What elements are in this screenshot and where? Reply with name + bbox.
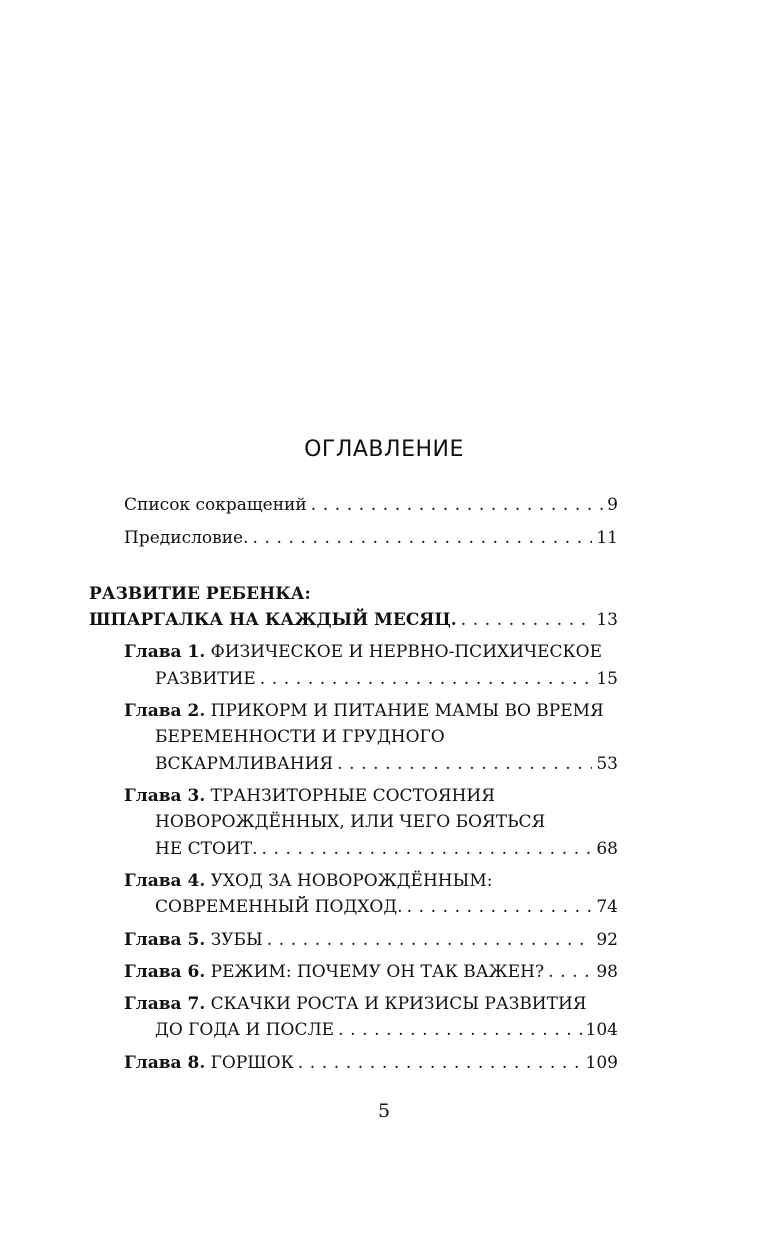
toc-entry-page: 92 [596, 930, 618, 950]
chapter-title-line: ТРАНЗИТОРНЫЕ СОСТОЯНИЯ [210, 786, 495, 806]
chapter-title-line: БЕРЕМЕННОСТИ И ГРУДНОГО [155, 727, 445, 747]
toc-entry-section[interactable] [89, 609, 618, 631]
toc-entry-chapter-2-last[interactable] [155, 753, 618, 775]
page-number: 5 [377, 1100, 391, 1122]
chapter-title-line: ГОРШОК [210, 1053, 294, 1073]
toc-entry-page: 9 [607, 495, 618, 515]
leader-dots [260, 668, 593, 690]
leader-dots [262, 838, 593, 860]
toc-entry-chapter-7[interactable] [124, 993, 587, 1015]
toc-entry-chapter-1[interactable] [124, 641, 602, 663]
toc-entry-page: 98 [596, 962, 618, 982]
leader-dots [311, 494, 603, 516]
chapter-prefix: Глава 1. [124, 642, 206, 662]
section-heading-line1: РАЗВИТИЕ РЕБЕНКА: [89, 584, 311, 604]
toc-entry-page: 104 [585, 1020, 618, 1040]
leader-dots [407, 896, 593, 918]
leader-dots [267, 929, 593, 951]
chapter-prefix: Глава 7. [124, 994, 206, 1014]
chapter-prefix: Глава 2. [124, 701, 206, 721]
toc-entry-label: Предисловие. [124, 528, 249, 548]
toc-entry-page: 68 [596, 839, 618, 859]
chapter-prefix: Глава 8. [124, 1053, 206, 1073]
chapter-title-line: ВСКАРМЛИВАНИЯ [155, 754, 334, 774]
toc-entry-chapter-5[interactable] [124, 929, 618, 951]
chapter-title-line: НЕ СТОИТ. [155, 839, 258, 859]
toc-entry-chapter-6[interactable] [124, 961, 618, 983]
toc-entry-page: 109 [585, 1053, 618, 1073]
toc-title: ОГЛАВЛЕНИЕ [304, 437, 464, 462]
chapter-title-line: ДО ГОДА И ПОСЛЕ [155, 1020, 335, 1040]
toc-entry-page: 11 [596, 528, 618, 548]
toc-entry-chapter-3-last[interactable] [155, 838, 618, 860]
toc-entry-chapter-7-last[interactable] [155, 1019, 618, 1041]
toc-entry-chapter-1-last[interactable] [155, 668, 618, 690]
leader-dots [253, 527, 593, 549]
toc-entry-abbreviations[interactable] [124, 494, 618, 516]
leader-dots [338, 1019, 581, 1041]
toc-entry-page: 13 [596, 610, 618, 630]
chapter-title-line: НОВОРОЖДЁННЫХ, ИЛИ ЧЕГО БОЯТЬСЯ [155, 812, 546, 832]
toc-entry-chapter-3[interactable] [124, 785, 495, 807]
chapter-prefix: Глава 5. [124, 930, 206, 950]
leader-dots [548, 961, 592, 983]
chapter-prefix: Глава 6. [124, 962, 206, 982]
toc-entry-chapter-2[interactable] [124, 700, 604, 722]
toc-entry-label: Список сокращений [124, 495, 307, 515]
toc-entry-page: 53 [596, 754, 618, 774]
chapter-title-line: РАЗВИТИЕ [155, 669, 256, 689]
chapter-prefix: Глава 3. [124, 786, 206, 806]
chapter-title-line: СКАЧКИ РОСТА И КРИЗИСЫ РАЗВИТИЯ [210, 994, 587, 1014]
chapter-title-line: УХОД ЗА НОВОРОЖДЁННЫМ: [210, 871, 493, 891]
leader-dots [337, 753, 592, 775]
toc-entry-label: ШПАРГАЛКА НА КАЖДЫЙ МЕСЯЦ. [89, 610, 457, 630]
toc-entry-chapter-4-last[interactable] [155, 896, 618, 918]
chapter-prefix: Глава 4. [124, 871, 206, 891]
toc-entry-chapter-8[interactable] [124, 1052, 618, 1074]
toc-entry-page: 74 [596, 897, 618, 917]
leader-dots [298, 1052, 582, 1074]
toc-entry-page: 15 [596, 669, 618, 689]
chapter-title-line: ФИЗИЧЕСКОЕ И НЕРВНО-ПСИХИЧЕСКОЕ [210, 642, 603, 662]
toc-entry-preface[interactable] [124, 527, 618, 549]
toc-entry-chapter-4[interactable] [124, 870, 492, 892]
chapter-title-line: РЕЖИМ: ПОЧЕМУ ОН ТАК ВАЖЕН? [210, 962, 545, 982]
chapter-title-line: ПРИКОРМ И ПИТАНИЕ МАМЫ ВО ВРЕМЯ [210, 701, 604, 721]
leader-dots [461, 609, 593, 631]
chapter-title-line: ЗУБЫ [210, 930, 263, 950]
chapter-title-line: СОВРЕМЕННЫЙ ПОДХОД. [155, 897, 403, 917]
